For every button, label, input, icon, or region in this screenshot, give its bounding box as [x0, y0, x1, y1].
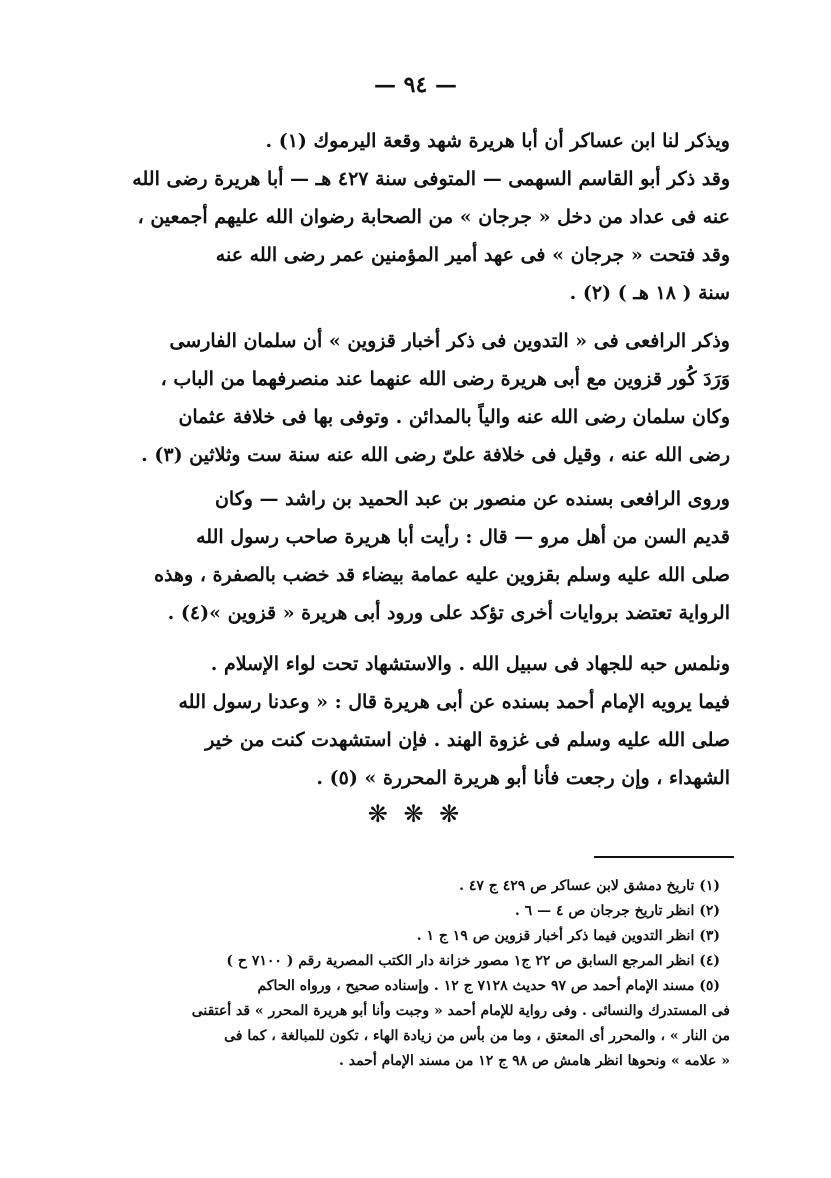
paragraph-2 [118, 322, 730, 474]
text-line: وَرَدَ كُور قزوين مع أبى هريرة رضى الله عنهما عند منصرفهما من الباب ، [160, 368, 730, 390]
text-line: صلى الله عليه وسلم بقزوين عليه عمامة بيضاء قد خضب بالصفرة ، وهذه [154, 564, 730, 586]
section-divider-ornament: ❋ ❋ ❋ [367, 800, 464, 828]
footnote-5-continuation: من النار » ، والمحرر أى المعتق ، وما من بأس من زيادة الهاء ، تكون للمبالغة ، كما فى [224, 1028, 730, 1044]
footnote-separator [594, 856, 734, 858]
footnote-5-continuation: فى المستدرك والنسائى . وفى رواية للإمام أحمد « وجبت وأنا أبو هريرة المحرر » قد أعتقنى [191, 1003, 730, 1019]
text-line: فيما يرويه الإمام أحمد بسنده عن أبى هريرة قال : « وعدنا رسول الله [178, 691, 730, 713]
text-line: قديم السن من أهل مرو — قال : رأيت أبا هريرة صاحب رسول الله [196, 526, 730, 548]
text-line: صلى الله عليه وسلم فى غزوة الهند . فإن استشهدت كنت من خير [205, 729, 730, 751]
text-line: رضى الله عنه ، وقيل فى خلافة علىّ رضى الله عنه سنة ست وثلاثين (٣) . [141, 444, 730, 466]
footnote-4: (٤) انظر المرجع السابق ص ٢٢ ج١ مصور خزانة دار الكتب المصرية رقم ( ٧١٠٠ ح ) [226, 953, 720, 969]
footnotes [118, 874, 730, 1074]
footnote-2: (٢) انظر تاريخ جرجان ص ٤ — ٦ . [514, 903, 720, 919]
text-line: سنة ( ١٨ هـ ) (٢) . [569, 282, 730, 304]
paragraph-3 [118, 480, 730, 632]
footnote-5: (٥) مسند الإمام أحمد ص ٩٧ حديث ٧١٢٨ ج ١٢ . وإسناده صحيح ، ورواه الحاكم [257, 978, 720, 994]
text-line: وكان سلمان رضى الله عنه والياً بالمدائن . وتوفى بها فى خلافة عثمان [178, 406, 730, 428]
paragraph-4 [118, 645, 730, 797]
page-number: — ٩٤ — [374, 72, 457, 98]
text-line: ونلمس حبه للجهاد فى سبيل الله . والاستشهاد تحت لواء الإسلام . [210, 653, 730, 675]
footnote-5-continuation: « علامه » ونحوها انظر هامش ص ٩٨ ج ١٢ من مسند الإمام أحمد . [339, 1053, 730, 1069]
footnote-3: (٣) انظر التدوين فيما ذكر أخبار قزوين ص ١٩ ج ١ . [416, 928, 720, 944]
paragraph-1 [118, 122, 730, 312]
text-line: وقد فتحت « جرجان » فى عهد أمير المؤمنين عمر رضى الله عنه [215, 244, 730, 266]
text-line: ويذكر لنا ابن عساكر أن أبا هريرة شهد وقعة اليرموك (١) . [265, 130, 730, 152]
text-line: وروى الرافعى بسنده عن منصور بن عبد الحميد بن راشد — وكان [214, 488, 730, 510]
footnote-1: (١) تاريخ دمشق لابن عساكر ص ٤٢٩ ج ٤٧ . [459, 878, 720, 894]
text-line: وذكر الرافعى فى « التدوين فى ذكر أخبار قزوين » أن سلمان الفارسى [169, 330, 730, 352]
text-line: وقد ذكر أبو القاسم السهمى — المتوفى سنة ٤٢٧ هـ — أبا هريرة رضى الله [132, 168, 730, 190]
text-line: عنه فى عداد من دخل « جرجان » من الصحابة رضوان الله عليهم أجمعين ، [137, 206, 730, 228]
text-line: الرواية تعتضد بروايات أخرى تؤكد على ورود أبى هريرة « قزوين »(٤) . [167, 602, 730, 624]
text-line: الشهداء ، وإن رجعت فأنا أبو هريرة المحررة » (٥) . [316, 767, 730, 789]
